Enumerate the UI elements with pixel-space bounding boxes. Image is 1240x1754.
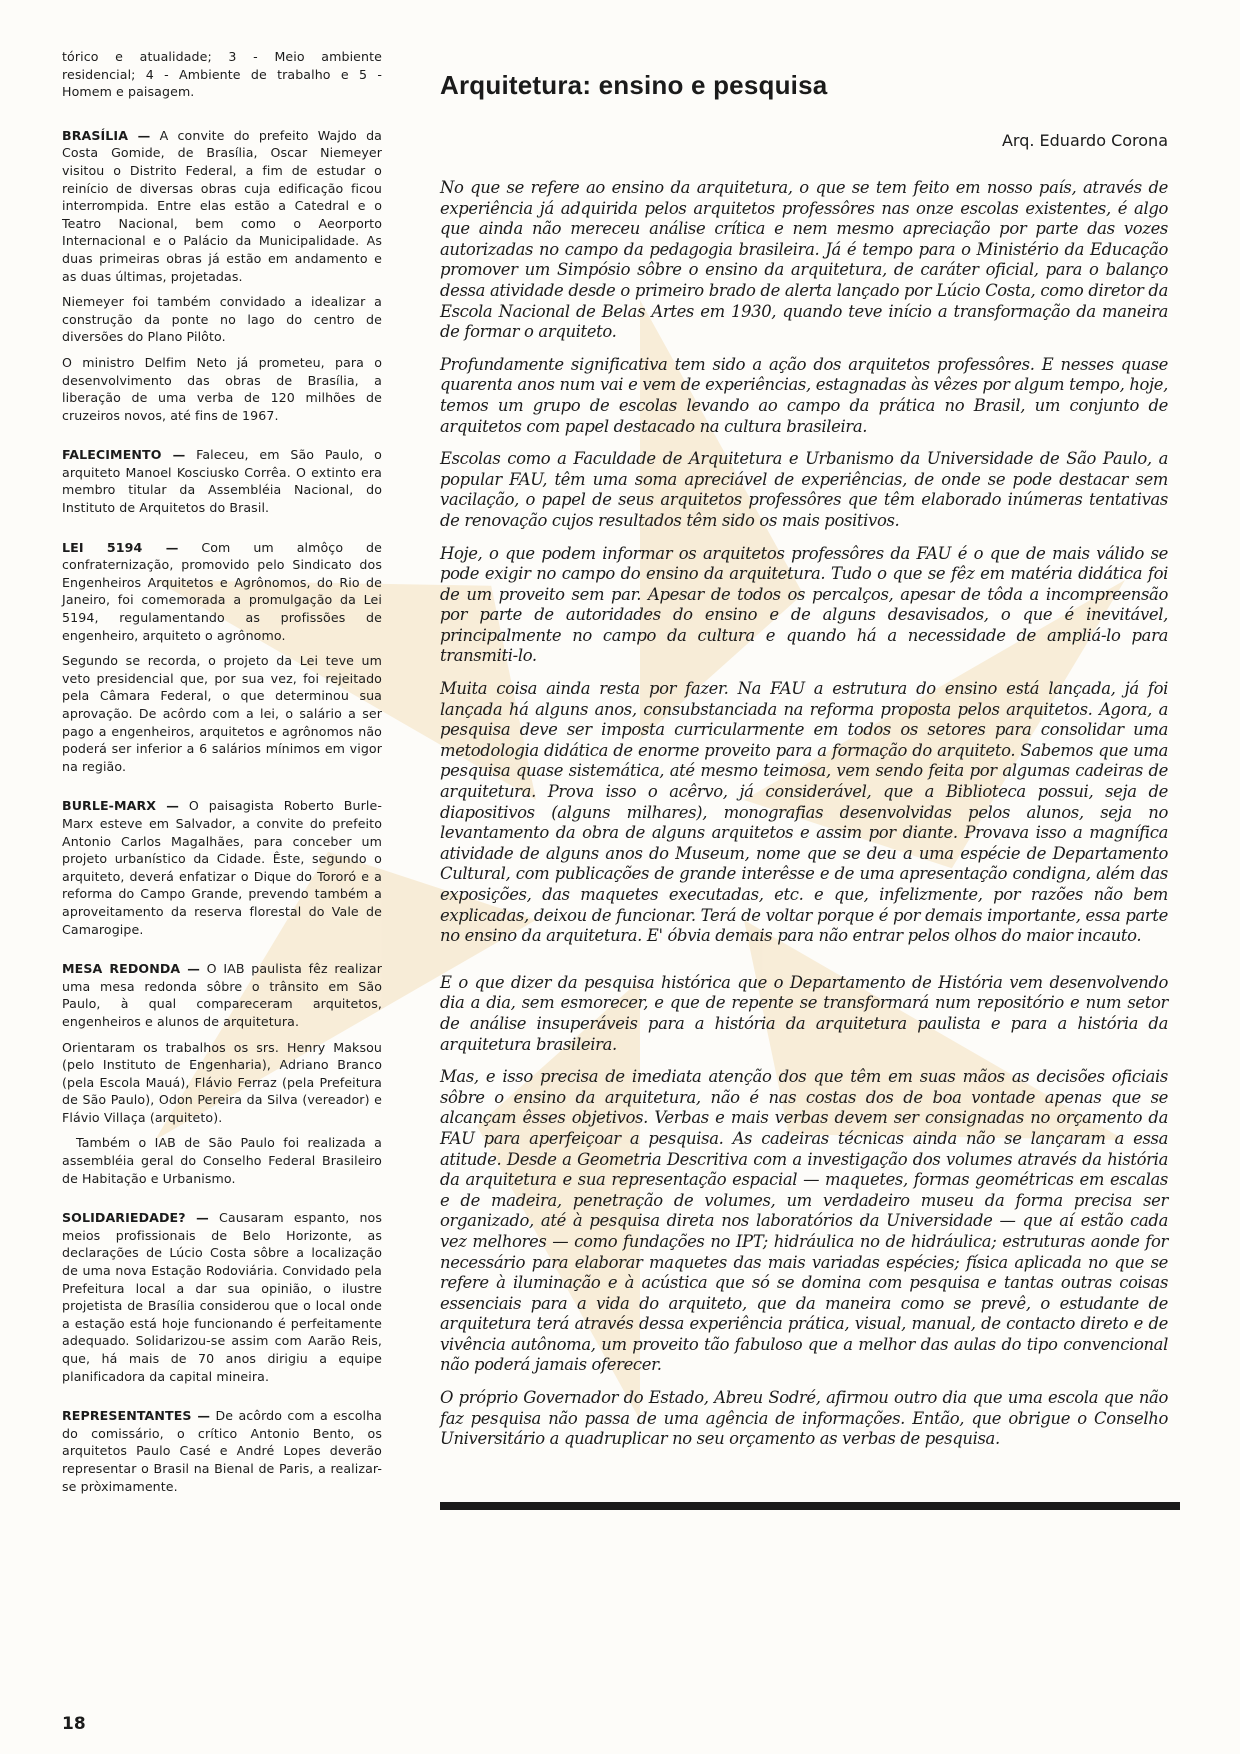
news-paragraph [62, 960, 382, 1030]
article-paragraph: E o que dizer da pesquisa histórica que o Departamento de História vem desenvolvendo dia a dia, sem esmorecer, e que de repente se transformará num repositório e num setor de análise insuperáveis para a história da arquitetura paulista e para a história da arquitetura brasileira. [440, 972, 1168, 1054]
news-text: Faleceu, em São Paulo, o arquiteto Manoel Kosciusko Corrêa. O extinto era membro titular da Assembléia Nacional, do Instituto de Arquitetos do Brasil. [62, 447, 382, 516]
news-text: Com um almôço de confraternização, promovido pelo Sindicato dos Engenheiros Arquitetos e Agrônomos, do Rio de Janeiro, foi comemorada a promulgação da Lei 5194, regulamentando as profissões de engenheiro, arquiteto o agrônomo. [62, 539, 382, 643]
news-paragraph [62, 539, 382, 645]
news-heading: LEI 5194 — [62, 539, 179, 555]
page-number: 18 [62, 1714, 86, 1734]
news-heading: MESA REDONDA — [62, 961, 200, 977]
news-paragraph [62, 293, 382, 346]
article-paragraph: Mas, e isso precisa de imediata atenção dos que têm em suas mãos as decisões oficiais sôbre o ensino da arquitetura, não é nas costas dos de boa vontade apenas que se alcançam êsses objetivos. Verbas e mais verbas devem ser consignadas no orçamento da FAU para aperfeiçoar a pesquisa. As cadeiras técnicas ainda não se lançaram a essa atitude. Desde a Geometria Descritiva com a investigação dos volumes através da história da arquitetura e sua representação espacial — maquetes, formas geométricas em escalas e de madeira, penetração de volumes, um verdadeiro museu da forma precisa ser organizado, até à pesquisa direta nos laboratórios da Universidade — que aí estão cada vez melhores — como fundações no IPT; hidráulica no de hidráulica; estruturas aonde for necessário para elaborar maquetes das mais variadas espécies; física aplicada no que se refere à iluminação e à acústica que só se domina com pesquisa e tantas outras coisas essenciais para a vida do arquiteto, que da maneira como se prevê, o estudante de arquitetura terá através dessa experiência prática, visual, manual, de contacto direto e de vivência autônoma, um proveito tão fabuloso que a melhor das aulas do tipo convencional não poderá jamais oferecer. [440, 1067, 1168, 1375]
news-sections [62, 127, 382, 1495]
article-paragraph: Muita coisa ainda resta por fazer. Na FAU a estrutura do ensino está lançada, já foi lançada há alguns anos, consubstanciada na reforma proposta pelos arquitetos. Agora, a pesquisa deve ser imposta curricularmente em todos os setores para consolidar uma metodologia didática de enorme proveito para a formação do arquiteto. Sabemos que uma pesquisa quase sistemática, até mesmo teimosa, vem sendo feita por algumas cadeiras de arquitetura. Prova isso o acêrvo, já considerável, que a Biblioteca possui, seja de diapositivos (alguns milhares), monografias desenvolvidas pelos alunos, seja no levantamento da obra de alguns arquitetos e assim por diante. Provava isso a magnífica atividade de alguns anos do Museum, nome que se deu a uma espécie de Departamento Cultural, com publicações de grande interêsse e de uma apresentação condigna, além das exposições, das maquetes executadas, etc. e que, infelizmente, por razões não bem explicadas, deixou de funcionar. Terá de voltar porque é por demais importante, essa parte no ensino da arquitetura. E' óbvia demais para não entrar pelos olhos do maior incauto. [440, 679, 1168, 946]
article-paragraph: Escolas como a Faculdade de Arquitetura e Urbanismo da Universidade de São Paulo, a popular FAU, têm uma soma apreciável de experiências, de onde se pode destacar sem vacilação, o papel de seus arquitetos professôres que têm elaborado inúmeras tentativas de renovação cujos resultados têm sido os mais positivos. [440, 449, 1168, 530]
news-section [62, 960, 382, 1187]
news-paragraph [62, 797, 382, 938]
news-column [62, 48, 382, 1517]
news-text: O paisagista Roberto Burle-Marx esteve em Salvador, a convite do prefeito Antonio Carlos Magalhães, para conceber um projeto urbanístico da Cidade. Êste, segundo o arquiteto, deverá enfatizar o Dique do Tororó e a reforma do Campo Grande, prevendo também a aproveitamento da reserva florestal do Vale de Camarogipe. [62, 798, 382, 937]
article-body [440, 178, 1168, 1450]
article-paragraph: O próprio Governador do Estado, Abreu Sodré, afirmou outro dia que uma escola que não faz pesquisa não passa de uma agência de informações. Então, que obrigue o Conselho Universitário a quadruplicar no seu orçamento as verbas de pesquisa. [440, 1388, 1168, 1449]
news-text: Também o IAB de São Paulo foi realizada a assembléia geral do Conselho Federal Brasileiro de Habitação e Urbanismo. [62, 1135, 382, 1186]
article [440, 70, 1168, 1510]
news-text: Orientaram os trabalhos os srs. Henry Maksou (pelo Instituto de Engenharia), Adriano Branco (pela Escola Mauá), Flávio Ferraz (pela Prefeitura de São Paulo), Odon Pereira da Silva (vereador) e Flávio Villaça (arquiteto). [62, 1039, 382, 1125]
news-text: De acôrdo com a escolha do comissário, o crítico Antonio Bento, os arquitetos Paulo Casé e André Lopes deverão representar o Brasil na Bienal de Paris, a realizar-se pròximamente. [62, 1408, 383, 1494]
news-text: O ministro Delfim Neto já prometeu, para o desenvolvimento das obras de Brasília, a liberação de uma verba de 120 milhões de cruzeiros novos, até fins de 1967. [62, 354, 382, 423]
article-title: Arquitetura: ensino e pesquisa [440, 70, 828, 100]
article-paragraph: Profundamente significativa tem sido a ação dos arquitetos professôres. E nesses quase quarenta anos num vai e vem de experiências, estagnadas às vêzes por algum tempo, hoje, temos um grupo de escolas levando ao campo da prática no Brasil, um conjunto de arquitetos com papel destacado na cultura brasileira. [440, 354, 1168, 436]
news-paragraph [62, 1209, 382, 1385]
news-section [62, 797, 382, 938]
news-text: Segundo se recorda, o projeto da Lei teve um veto presidencial que, por sua vez, foi rejeitado pela Câmara Federal, o que determinou sua aprovação. De acôrdo com a lei, o salário a ser pago a engenheiros, arquitetos e agrônomos não poderá ser inferior a 6 salários mínimos em vigor na região. [62, 653, 382, 774]
news-text: O IAB paulista fêz realizar uma mesa redonda sôbre o trânsito em São Paulo, à qual compareceram arquitetos, engenheiros e alunos de arquitetura. [62, 961, 382, 1029]
news-section [62, 446, 382, 516]
news-text: A convite do prefeito Wajdo da Costa Gomide, de Brasília, Oscar Niemeyer visitou o Distrito Federal, a fim de estudar o reinício de diversas obras cuja edificação ficou interrompida. Entre elas estão a Catedral e o Teatro Nacional, bem como o Aeorporto Internacional e o Palácio da Municipalidade. As duas primeiras obras já estão em andamento e as duas últimas, projetadas. [62, 127, 382, 284]
news-section [62, 1209, 382, 1385]
news-paragraph [62, 127, 382, 285]
news-paragraph [62, 1039, 382, 1127]
news-heading: SOLIDARIEDADE? — [62, 1210, 209, 1226]
news-paragraph [62, 354, 382, 424]
news-paragraph [62, 1407, 382, 1495]
news-section [62, 1407, 382, 1495]
news-paragraph [62, 652, 382, 775]
end-rule-divider [440, 1502, 1180, 1510]
article-paragraph: No que se refere ao ensino da arquitetura, o que se tem feito em nosso país, através de experiência já adquirida pelos arquitetos professôres nas onze escolas existentes, é algo que ainda não mereceu análise crítica e nem mesmo apreciação por parte das vozes autorizadas no campo da pedagogia brasileira. Já é tempo para o Ministério da Educação promover um Simpósio sôbre o ensino da arquitetura, de caráter oficial, para o balanço dessa atividade desde o primeiro brado de alerta lançado por Lúcio Costa, como diretor da Escola Nacional de Belas Artes em 1930, quando teve início a transformação da maneira de formar o arquiteto. [440, 178, 1168, 342]
news-heading: BURLE-MARX — [62, 798, 179, 814]
news-section [62, 539, 382, 776]
news-heading: REPRESENTANTES — [62, 1408, 211, 1424]
news-text: Causaram espanto, nos meios profissionais de Belo Horizonte, as declarações de Lúcio Costa sôbre a localização de uma nova Estação Rodoviária. Convidado pela Prefeitura local a dar sua opinião, o ilustre projetista de Brasília considerou que o local onde a estação está hoje funcionando é perfeitamente adequado. Solidarizou-se assim com Aarão Reis, que, há mais de 70 anos dirigiu a equipe planificadora da capital mineira. [62, 1210, 382, 1384]
news-text: Niemeyer foi também convidado a idealizar a construção da ponte no lago do centro de diversões do Plano Pilôto. [62, 294, 382, 345]
news-paragraph [62, 446, 382, 516]
news-section [62, 127, 382, 425]
article-author: Arq. Eduardo Corona [1001, 131, 1168, 150]
news-heading: FALECIMENTO — [62, 447, 186, 463]
news-paragraph [62, 1134, 382, 1187]
intro-text: tórico e atualidade; 3 - Meio ambiente residencial; 4 - Ambiente de trabalho e 5 - Homem e paisagem. [62, 49, 382, 100]
article-paragraph: Hoje, o que podem informar os arquitetos professôres da FAU é o que de mais válido se pode exigir no campo do ensino da arquitetura. Tudo o que se fêz em matéria didática foi de um proveito sem par. Apesar de todos os percalços, apesar de tôda a incompreensão por parte de autoridades do ensino e de alguns desavisados, o que é inevitável, principalmente no campo da cultura e quando há a necessidade de ampliá-lo para transmiti-lo. [440, 543, 1168, 666]
news-heading: BRASÍLIA — [62, 127, 151, 143]
